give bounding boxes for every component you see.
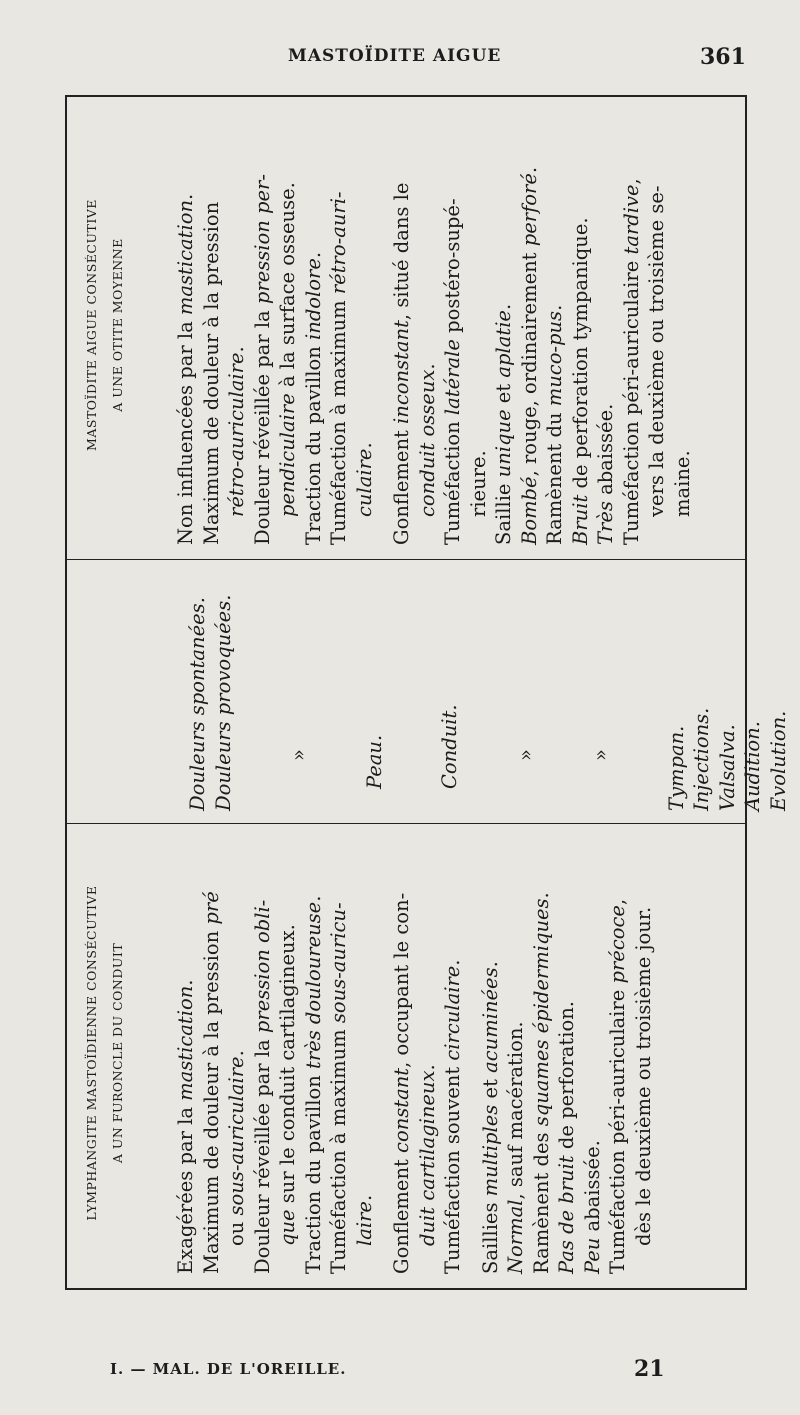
text-run: . — [352, 1194, 376, 1202]
table-row-line — [275, 832, 301, 1274]
running-title: MASTOÏDITE AIGUE — [288, 46, 502, 66]
table-row-line — [568, 105, 594, 545]
text-run: Douleur réveillée par la — [250, 1033, 274, 1274]
text-run: Normal — [504, 1199, 527, 1274]
text-run: . — [492, 303, 515, 311]
comparison-table — [65, 95, 790, 1290]
text-run: multiples — [478, 1104, 502, 1197]
text-run: Ramènent du — [543, 406, 566, 545]
table-row-line — [275, 105, 301, 545]
text-run: sous-auricu- — [327, 902, 350, 1024]
text-run: . — [301, 251, 325, 259]
text-run: , rouge, ordinairement — [517, 246, 541, 477]
table-row-line — [644, 105, 670, 545]
text-run: Tuméfaction — [441, 415, 464, 545]
text-run: inconstant — [390, 320, 413, 424]
column-heading-line: LYMPHANGITE MASTOÏDIENNE CONSÉCUTIVE — [84, 885, 99, 1221]
text-run: . — [543, 304, 566, 311]
text-run: . — [174, 193, 197, 200]
criterion-label: Injections. — [690, 707, 713, 811]
text-run: . — [225, 1050, 248, 1057]
column-heading-line: MASTOÏDITE AIGUE CONSÉCUTIVE — [84, 199, 99, 451]
table-row-line — [529, 832, 555, 1274]
signature-mark: I. — MAL. DE L'OREILLE. — [110, 1360, 347, 1378]
text-run: Gonflement — [390, 423, 413, 545]
mastoiditis-column — [67, 97, 745, 559]
text-run: et — [478, 1072, 502, 1105]
table-row-line — [389, 832, 415, 1274]
text-run: tardive — [619, 184, 643, 255]
table-row-line — [491, 105, 517, 545]
mastoiditis-column-heading — [79, 105, 159, 545]
table-row-line — [517, 105, 543, 545]
text-run: Non influencées par la — [174, 315, 197, 545]
table-row-line — [554, 832, 580, 1274]
text-run: Maximum de douleur à la pression — [199, 201, 223, 545]
text-run: Tuméfaction à maximum — [327, 294, 350, 545]
table-row-line — [440, 105, 466, 545]
text-run: mastication — [174, 985, 197, 1101]
text-run: pression per- — [250, 174, 274, 305]
table-row-line — [301, 105, 327, 545]
criterion-label: Tympan. — [664, 725, 688, 811]
table-row-line — [224, 105, 250, 545]
table-row-line — [389, 105, 415, 545]
text-run: maine. — [670, 450, 694, 517]
text-run: , occupant le con- — [390, 892, 413, 1068]
text-run: Bombé — [517, 476, 541, 545]
text-run: dès le deuxième ou troisième jour. — [631, 906, 655, 1246]
text-run: rétro-auri- — [327, 191, 350, 295]
text-run: latérale — [441, 339, 464, 416]
table-row-line — [250, 832, 276, 1274]
text-run: Tuméfaction péri-auriculaire — [606, 983, 629, 1274]
criterion-label: » — [513, 749, 537, 761]
criterion-label: Douleurs provoquées. — [211, 594, 235, 811]
text-run: Saillies — [478, 1196, 502, 1274]
text-run: Gonflement — [390, 1152, 413, 1274]
text-run: Douleur réveillée par la — [250, 304, 274, 545]
criterion-label: » — [287, 749, 310, 761]
text-run: Saillie — [492, 477, 515, 545]
text-run: . — [529, 892, 553, 899]
column-heading-line: A UNE OTITE MOYENNE — [110, 238, 125, 412]
text-run: postéro-supé- — [441, 198, 464, 340]
table-row-line — [619, 105, 645, 545]
text-run: Très — [594, 501, 617, 545]
text-run: vers la deuxième ou troisième se- — [645, 185, 668, 517]
text-run: abaissée. — [580, 1140, 604, 1238]
criterion-label: Peau. — [362, 734, 386, 789]
text-run: précoce — [606, 905, 629, 984]
text-run: sur le conduit cartilagineux. — [276, 924, 299, 1210]
page-header — [0, 38, 800, 78]
table-row-line — [415, 832, 441, 1274]
text-run: . — [415, 1064, 439, 1071]
text-run: mastication — [174, 199, 197, 316]
text-run: squames épidermiques — [529, 898, 553, 1127]
table-row-line — [326, 105, 352, 545]
text-run: perforé — [517, 173, 541, 247]
criterion-label: Evolution. — [766, 710, 790, 811]
page-number: 361 — [700, 44, 746, 70]
text-run: indolore — [301, 258, 325, 340]
text-run: et — [492, 377, 515, 410]
table-row-line — [301, 832, 327, 1274]
text-run: aplatie — [492, 310, 515, 378]
text-run: duit cartilagineux — [415, 1070, 439, 1246]
text-run: de perforation. — [555, 1001, 578, 1156]
table-row-line — [631, 832, 657, 1274]
table-row-line — [173, 832, 199, 1274]
text-run: acuminées — [478, 967, 502, 1073]
text-run: Pas de bruit — [555, 1155, 578, 1274]
text-run: muco-pus — [543, 310, 566, 407]
table-row-line — [670, 105, 696, 545]
criterion-label: Valsalva. — [715, 724, 739, 811]
text-run: , — [606, 898, 629, 906]
text-run: Maximum de douleur à la pression — [199, 924, 223, 1274]
table-row-line — [352, 832, 378, 1274]
text-run: Exagérées par la — [174, 1100, 197, 1274]
text-run: , sauf macération. — [504, 1021, 527, 1200]
mastoiditis-column-body — [173, 105, 695, 545]
table-row-line — [326, 832, 352, 1274]
lymphangitis-column-body — [173, 832, 656, 1274]
text-run: , — [619, 178, 643, 185]
table-row-line — [605, 832, 631, 1274]
text-run: rieure. — [466, 450, 490, 517]
lymphangitis-column — [67, 823, 745, 1288]
text-run: culaire — [352, 448, 376, 517]
text-run: à la surface osseuse. — [276, 182, 299, 394]
criterion-label: Douleurs spontanées. — [186, 597, 209, 811]
text-run: Peu — [580, 1237, 604, 1274]
page-footer — [0, 1350, 800, 1390]
text-run: abaissée. — [594, 403, 617, 502]
text-run: . — [478, 961, 502, 968]
text-run: très douloureuse — [301, 901, 325, 1069]
text-run: constant — [390, 1067, 413, 1153]
table-row-line — [352, 105, 378, 545]
table-row-line — [250, 105, 276, 545]
text-run: Tuméfaction péri-auriculaire — [619, 254, 643, 545]
text-run: Ramènent des — [529, 1126, 553, 1274]
table-row-line — [173, 105, 199, 545]
text-run: . — [415, 363, 439, 370]
text-run: rétro-auriculaire — [225, 352, 248, 517]
table-row-line — [224, 832, 250, 1274]
sheet-number: 21 — [634, 1356, 665, 1382]
criterion-label: Conduit. — [438, 704, 461, 789]
text-run: unique — [492, 409, 515, 478]
text-run: Tuméfaction souvent — [441, 1060, 464, 1274]
table-row-line — [593, 105, 619, 545]
table-row-line — [466, 105, 492, 545]
text-run: . — [352, 442, 376, 449]
text-run: . — [174, 979, 197, 986]
table-row-line — [580, 832, 606, 1274]
text-run: que — [276, 1209, 299, 1246]
table-row-line — [542, 105, 568, 545]
text-run: . — [517, 166, 541, 174]
text-run: . — [225, 346, 248, 353]
text-run: conduit osseux — [415, 369, 439, 517]
table-row-line — [440, 832, 466, 1274]
table-row-line — [415, 105, 441, 545]
criterion-label: » — [589, 749, 612, 761]
text-run: . — [301, 895, 325, 902]
text-run: circulaire — [441, 965, 464, 1061]
lymphangitis-column-heading — [79, 832, 159, 1274]
text-run: pendiculaire — [276, 393, 299, 517]
criteria-column — [67, 559, 790, 823]
table-row-line — [478, 832, 504, 1274]
text-run: Traction du pavillon — [301, 339, 325, 545]
text-run: pré — [199, 891, 223, 925]
table-row-line — [199, 105, 225, 545]
text-run: Bruit — [568, 494, 592, 545]
criterion-label: Audition. — [741, 721, 764, 811]
column-heading-line: A UN FURONCLE DU CONDUIT — [110, 942, 125, 1164]
text-run: . — [441, 959, 464, 966]
text-run: laire — [352, 1201, 376, 1246]
text-run: pression obli- — [250, 899, 274, 1034]
text-run: Traction du pavillon — [301, 1068, 325, 1274]
text-run: de perforation tympanique. — [568, 217, 592, 495]
text-run: , situé dans le — [390, 182, 413, 321]
text-run: sous-auriculaire — [225, 1056, 248, 1216]
text-run: ou — [225, 1215, 248, 1246]
table-row-line — [503, 832, 529, 1274]
rotated-table-content — [67, 97, 790, 1288]
table-row-line — [199, 832, 225, 1274]
text-run: Tuméfaction à maximum — [327, 1023, 350, 1274]
